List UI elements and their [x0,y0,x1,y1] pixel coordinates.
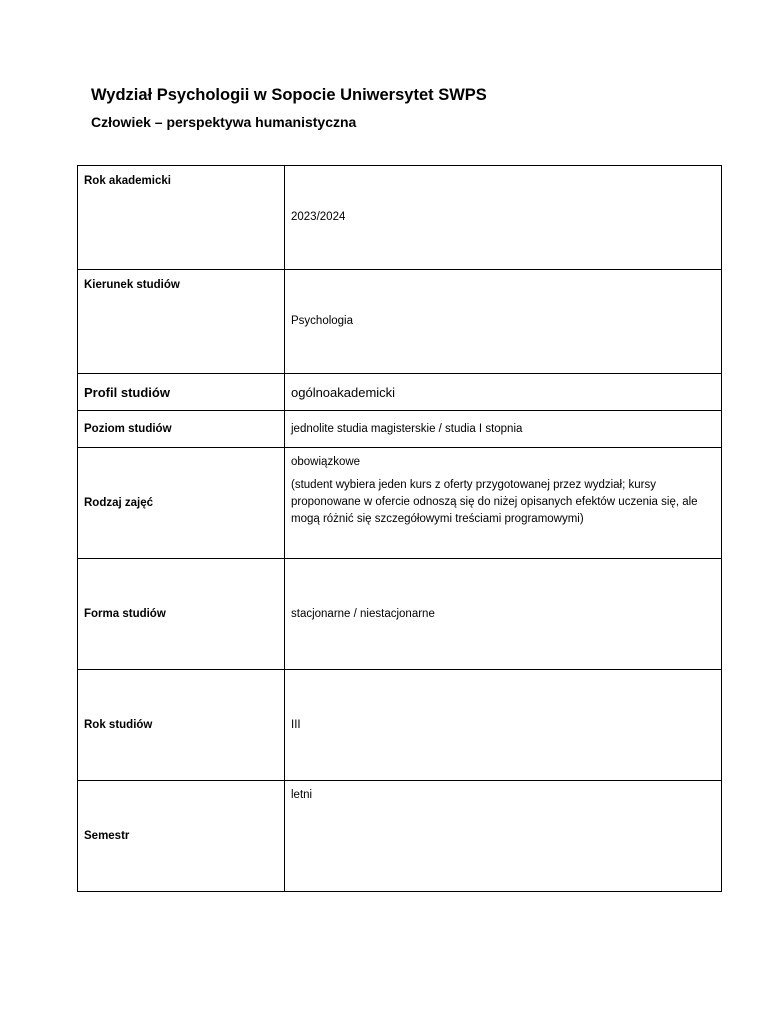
row-label-study-profile: Profil studiów [78,374,285,411]
row-label-study-form: Forma studiów [78,559,285,670]
course-type-note: (student wybiera jeden kurs z oferty przygotowanej przez wydział; kursy proponowane w ofercie odnoszą się do niżej opisanych efektów uczenia się, ale mogą różnić się szczegółowymi treściami programowymi) [291,479,698,525]
row-value-study-profile: ogólnoakademicki [285,374,722,411]
table-row [78,270,722,374]
row-label-field-of-study: Kierunek studiów [78,270,285,374]
row-label-academic-year: Rok akademicki [78,166,285,270]
row-value-study-form: stacjonarne / niestacjonarne [285,559,722,670]
row-label-semester: Semestr [78,781,285,892]
page-title: Wydział Psychologii w Sopocie Uniwersytet SWPS [91,86,487,104]
row-label-study-year: Rok studiów [78,670,285,781]
page-subtitle: Człowiek – perspektywa humanistyczna [91,114,357,130]
course-info-table [77,165,722,892]
row-label-course-type: Rodzaj zajęć [78,448,285,559]
table-row [78,670,722,781]
table-row [78,781,722,892]
table-row [78,559,722,670]
table-row [78,448,722,559]
row-value-semester: letni [285,781,722,892]
row-value-field-of-study: Psychologia [285,270,722,374]
table-row [78,411,722,448]
row-value-study-level: jednolite studia magisterskie / studia I stopnia [285,411,722,448]
table-row [78,166,722,270]
row-value-course-type [285,448,722,559]
row-value-academic-year: 2023/2024 [285,166,722,270]
table-row [78,374,722,411]
row-label-study-level: Poziom studiów [78,411,285,448]
row-value-study-year: III [285,670,722,781]
course-type-value: obowiązkowe [291,456,361,468]
